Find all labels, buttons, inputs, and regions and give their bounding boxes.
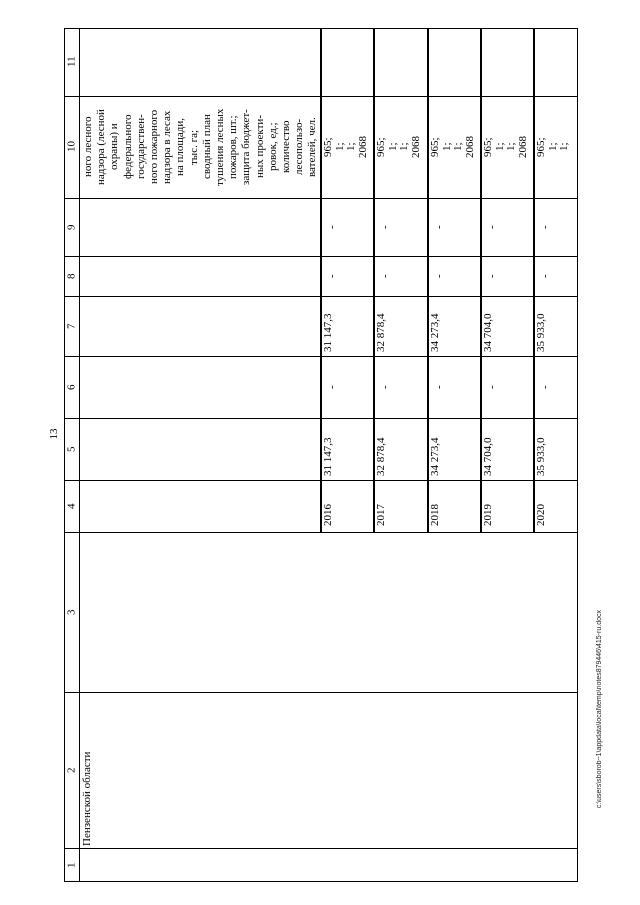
row-total: 32 878,4: [375, 437, 387, 476]
row-regional: 31 147,3: [322, 313, 334, 352]
row-indicator-value: 965;: [429, 137, 441, 157]
column-number: 4: [65, 503, 78, 509]
indicator-line: ного лесного: [82, 116, 94, 178]
row-indicator-value: 1;: [493, 142, 506, 152]
row-year: 2018: [429, 504, 441, 526]
indicator-line: охраны) и: [108, 123, 121, 171]
row-indicator-value: 1;: [333, 142, 346, 152]
row-local: -: [486, 274, 498, 278]
row-extra: -: [326, 225, 338, 229]
indicator-line: надзора в лесах: [161, 110, 174, 184]
row-indicator-value: 1;: [398, 142, 410, 152]
row-indicator-value: 1;: [558, 142, 570, 152]
indicator-line: тыс. га;: [187, 129, 200, 165]
row-indicator-value: 1;: [505, 142, 517, 152]
column-divider: [64, 532, 578, 533]
row-extra: -: [539, 225, 551, 229]
row-extra: -: [379, 225, 391, 229]
table-border-bottom: [64, 881, 578, 882]
indicator-line: федерального: [121, 114, 134, 180]
indicator-line: на площади,: [174, 118, 187, 176]
region-name: Пензенской области: [81, 751, 93, 846]
document-table: [64, 28, 578, 882]
row-total: 34 704,0: [482, 437, 494, 476]
column-number: 1: [65, 862, 78, 868]
row-indicator-value: 965;: [482, 137, 494, 157]
row-year: 2017: [375, 504, 387, 526]
row-indicator-value: 2068: [356, 136, 369, 158]
indicator-line: защита бюджет-: [240, 109, 253, 185]
row-indicator-value: 1;: [440, 142, 453, 152]
row-local: -: [326, 274, 338, 278]
column-number: 2: [65, 767, 78, 773]
table-border-right: [577, 28, 578, 882]
row-local: -: [379, 274, 391, 278]
header-strip-line: [79, 28, 80, 882]
row-indicator-value: 1;: [345, 142, 357, 152]
row-indicator-value: 2068: [516, 136, 529, 158]
row-total: 35 933,0: [535, 437, 547, 476]
row-indicator-value: 2068: [409, 136, 422, 158]
row-total: 34 273,4: [429, 437, 441, 476]
row-indicator-value: 2068: [463, 136, 476, 158]
row-year: 2020: [535, 504, 547, 526]
row-regional: 32 878,4: [375, 313, 387, 352]
row-regional: 34 273,4: [429, 313, 441, 352]
column-divider: [64, 848, 578, 849]
row-indicator-value: 965;: [375, 137, 387, 157]
row-federal: -: [379, 385, 391, 389]
column-number: 7: [65, 323, 78, 329]
row-year: 2016: [322, 504, 334, 526]
row-local: -: [539, 274, 551, 278]
row-total: 31 147,3: [322, 437, 334, 476]
indicator-line: ных проекти-: [253, 115, 266, 179]
footer-file-path: c:\users\sborob~1\appdata\local\temp\notes879446\415-ru.docx: [596, 610, 603, 809]
row-federal: -: [433, 385, 445, 389]
column-number: 9: [65, 224, 78, 230]
row-local: -: [433, 274, 445, 278]
row-extra: -: [486, 225, 498, 229]
indicator-line: количество: [280, 120, 292, 174]
indicator-line: ровок, ед.;: [266, 122, 279, 172]
indicator-line: тушения лесных: [214, 108, 226, 186]
column-divider: [64, 692, 578, 693]
column-number: 10: [65, 141, 78, 153]
row-federal: -: [486, 385, 498, 389]
indicator-line: надзора (лесной: [95, 109, 108, 185]
row-indicator-value: 965;: [322, 137, 334, 157]
column-number: 6: [65, 384, 78, 390]
indicator-line: ного пожарного: [148, 109, 160, 185]
page-number: 13: [48, 428, 60, 440]
row-federal: -: [326, 385, 338, 389]
row-regional: 35 933,0: [535, 313, 547, 352]
row-federal: -: [539, 385, 551, 389]
indicator-line: лесопользо-: [293, 118, 306, 176]
row-year: 2019: [482, 504, 494, 526]
row-regional: 34 704,0: [482, 313, 494, 352]
row-indicator-value: 1;: [546, 142, 559, 152]
indicator-line: государствен-: [134, 114, 147, 180]
row-extra: -: [433, 225, 445, 229]
column-number: 5: [65, 446, 78, 452]
row-indicator-value: 1;: [386, 142, 399, 152]
column-number: 8: [65, 273, 78, 279]
row-indicator-value: 1;: [452, 142, 464, 152]
row-indicator-value: 965;: [535, 137, 547, 157]
indicator-line: вателей, чел.: [306, 117, 319, 177]
indicator-line: пожаров, шт.;: [227, 115, 240, 179]
column-number: 11: [65, 56, 78, 68]
column-number: 3: [65, 609, 78, 615]
indicator-line: сводный план: [200, 114, 213, 180]
